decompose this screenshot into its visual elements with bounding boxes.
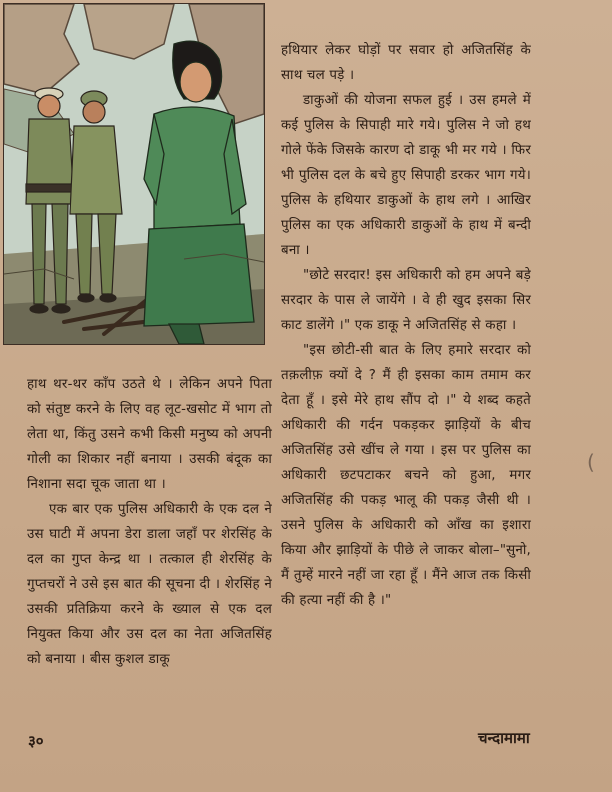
margin-mark: ( [587, 450, 595, 474]
page-number: ३० [28, 732, 44, 750]
paragraph: "छोटे सरदार! इस अधिकारी को हम अपने बड़े सरदार के पास ले जायेंगे । वे ही खुद इसका सिर काट डालेंगे ।" एक डाकू ने अजितसिंह से कहा । [281, 268, 531, 333]
paragraph: "इस छोटी-सी बात के लिए हमारे सरदार को तक़लीफ़ क्यों दे ? मैं ही इसका काम तमाम कर देता हूँ । इसे मेरे हाथ सौंप दो ।" ये शब्द कहते अधिकारी की गर्दन पकड़कर झाड़ियों के बीच अजितसिंह उसे खींच ले गया । इस पर पुलिस का अधिकारी छटपटाकर बचने को हुआ, मगर अजितसिंह की पकड़ भालू की पकड़ जैसी थी । उसने पुलिस के अधिकारी को आँख का इशारा किया और झाड़ियों के पीछे ले जाकर बोला–"सुनो, मैं तुम्हें मारने नहीं जा रहा हूँ । मैंने आज तक किसी की हत्या नहीं की है ।" [281, 343, 531, 608]
magazine-title: चन्दामामा [478, 729, 530, 747]
illustration-icon [4, 4, 264, 344]
story-illustration [3, 3, 265, 345]
right-text-column [281, 38, 531, 613]
left-text-column [27, 372, 272, 672]
paragraph: हाथ थर-थर काँप उठते थे । लेकिन अपने पिता को संतुष्ट करने के लिए वह लूट-खसोट में भाग तो लेता था, किंतु उसने कभी किसी मनुष्य को अपनी गोली का शिकार नहीं बनाया । उसकी बंदूक का निशाना सदा चूक जाता था । [27, 377, 272, 492]
paragraph: हथियार लेकर घोड़ों पर सवार हो अजितसिंह के साथ चल पड़े । [281, 43, 531, 83]
paragraph: डाकुओं की योजना सफल हुई । उस हमले में कई पुलिस के सिपाही मारे गये। पुलिस ने जो हथ गोले फेंके जिसके कारण दो डाकू भी मर गये । फिर भी पुलिस दल के बचे हुए सिपाही डरकर भाग गये। पुलिस के हथियार डाकुओं के हाथ लगे । आखिर पुलिस का एक अधिकारी डाकुओं के हाथ में बन्दी बना । [281, 93, 531, 258]
paragraph: एक बार एक पुलिस अधिकारी के एक दल ने उस घाटी में अपना डेरा डाला जहाँ पर शेरसिंह के दल का गुप्त केन्द्र था । तत्काल ही शेरसिंह के गुप्तचरों ने उसे इस बात की सूचना दी । शेरसिंह ने उसकी प्रतिक्रिया करने के ख्याल से एक दल नियुक्त किया और उस दल का नेता अजितसिंह को बनाया । बीस कुशल डाकू [27, 502, 272, 667]
